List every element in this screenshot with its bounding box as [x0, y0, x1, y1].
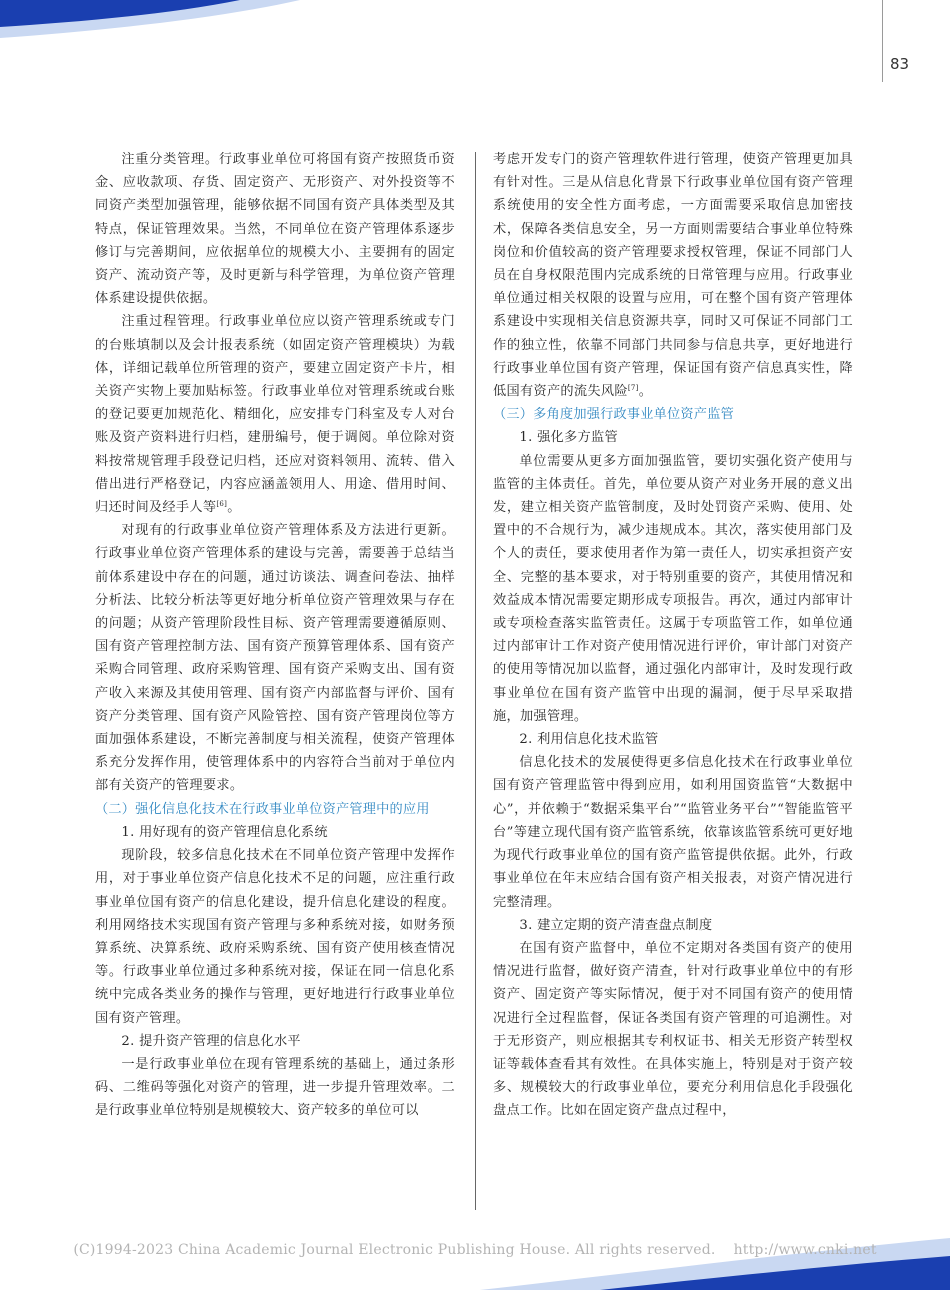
paragraph-tail: 。 [227, 500, 241, 516]
paragraph [95, 148, 455, 310]
left-column [95, 148, 455, 1123]
subsection-heading: 1. 强化多方监管 [519, 430, 618, 446]
header-decoration [0, 0, 950, 60]
page-number: 83 [890, 55, 910, 73]
paragraph [95, 519, 455, 797]
paragraph [95, 310, 455, 519]
section-heading: （二）强化信息化技术在行政事业单位资产管理中的应用 [95, 801, 430, 817]
paragraph-text: 对现有的行政事业单位资产管理体系及方法进行更新。行政事业单位资产管理体系的建设与完善，需要善于总结当前体系建设中存在的问题，通过访谈法、调查问卷法、抽样分析法、比较分析法等更好地分析单位资产管理效果与存在的问题；从资产管理阶段性目标、资产管理需要遵循原则、国有资产管理控制方法、国有资产预算管理体系、国有资产采购合同管理、政府采购管理、国有资产采购支出、国有资产收入来源及其使用管理、国有资产内部监督与评价、国有资产分类管理、国有资产风险管控、国有资产管理岗位等方面加强体系建设，不断完善制度与相关流程，使资产管理体系充分发挥作用，使管理体系中的内容符合当前对于单位内部有关资产的管理要求。 [95, 523, 455, 794]
paragraph-text: 单位需要从更多方面加强监管，要切实强化资产使用与监管的主体责任。首先，单位要从资产对业务开展的意义出发，建立相关资产监管制度，及时处罚资产采购、使用、处置中的不合规行为，减少违规成本。其次，落实使用部门及个人的责任，要求使用者作为第一责任人，切实承担资产安全、完整的基本要求，对于特别重要的资产，其使用情况和效益成本情况需要定期形成专项报告。再次，通过内部审计或专项检查落实监管责任。这属于专项监管工作，如单位通过内部审计工作对资产使用情况进行评价，审计部门对资产的使用等情况加以监督，通过强化内部审计，及时发现行政事业单位在国有资产监管中出现的漏洞，便于尽早采取措施，加强管理。 [493, 453, 853, 724]
paragraph [493, 148, 853, 403]
subsection-heading: 1. 用好现有的资产管理信息化系统 [121, 824, 328, 840]
paragraph [95, 1053, 455, 1123]
column-divider [475, 152, 476, 1210]
paragraph [95, 844, 455, 1030]
paragraph-text: 在国有资产监督中，单位不定期对各类国有资产的使用情况进行监督，做好资产清查，针对行政事业单位中的有形资产、固定资产等实际情况，便于对不同国有资产的使用情况进行全过程监督，保证各类国有资产管理的可追溯性。对于无形资产，则应根据其专利权证书、相关无形资产转型权证等载体查看其有效性。在具体实施上，特别是对于资产较多、规模较大的行政事业单位，要充分利用信息化手段强化盘点工作。比如在固定资产盘点过程中， [493, 940, 853, 1119]
paragraph-text: 现阶段，较多信息化技术在不同单位资产管理中发挥作用，对于事业单位资产信息化技术不足的问题，应注重行政事业单位国有资产的信息化建设，提升信息化建设的程度。利用网络技术实现国有资产管理与多种系统对接，如财务预算系统、决算系统、政府采购系统、国有资产使用核查情况等。行政事业单位通过多种系统对接，保证在同一信息化系统中完成各类业务的操作与管理，更好地进行行政事业单位国有资产管理。 [95, 848, 455, 1026]
section-heading: （三）多角度加强行政事业单位资产监管 [493, 407, 734, 423]
footer-url[interactable]: http://www.cnki.net [733, 1242, 877, 1258]
right-column [493, 148, 853, 1123]
header-rule [882, 0, 883, 82]
paragraph-text: 考虑开发专门的资产管理软件进行管理，使资产管理更加具有针对性。三是从信息化背景下行政事业单位国有资产管理系统使用的安全性方面考虑，一方面需要采取信息加密技术，保障各类信息安全，另一方面则需要结合事业单位特殊岗位和价值较高的资产管理要求授权管理，保证不同部门人员在自身权限范围内完成系统的日常管理与应用。行政事业单位通过相关权限的设置与应用，可在整个国有资产管理体系建设中实现相关信息资源共享，同时又可保证不同部门工作的独立性，依靠不同部门共同参与信息共享，更好地进行行政事业单位国有资产管理，保证国有资产信息真实性，降低国有资产的流失风险 [493, 152, 853, 400]
paragraph-text: 信息化技术的发展使得更多信息化技术在行政事业单位国有资产管理监管中得到应用，如利用国资监管“大数据中心”，并依赖于“数据采集平台”“监管业务平台”“智能监管平台”等建立现代国有资产监管系统，依靠该监管系统可更好地为现代行政事业单位的国有资产监管提供依据。此外，行政事业单位在年末应结合国有资产相关报表，对资产情况进行完整清理。 [493, 755, 853, 910]
copyright-footer [0, 1242, 950, 1258]
copyright-text: (C)1994-2023 China Academic Journal Electronic Publishing House. All rights reserved. [73, 1242, 716, 1258]
paragraph [493, 751, 853, 913]
paragraph-text: 一是行政事业单位在现有管理系统的基础上，通过条形码、二维码等强化对资产的管理，进一步提升管理效率。二是行政事业单位特别是规模较大、资产较多的单位可以 [95, 1056, 455, 1119]
paragraph-text: 注重分类管理。行政事业单位可将国有资产按照货币资金、应收款项、存货、固定资产、无形资产、对外投资等不同资产类型加强管理，能够依据不同国有资产具体类型及其特点，保证管理效果。当然，不同单位在资产管理体系逐步修订与完善期间，应依据单位的规模大小、主要拥有的固定资产、流动资产等，及时更新与科学管理，为单位资产管理体系建设提供依据。 [95, 152, 455, 307]
citation-ref: [7] [627, 384, 639, 393]
subsection-heading: 2. 利用信息化技术监管 [519, 732, 659, 748]
subsection-heading: 2. 提升资产管理的信息化水平 [121, 1033, 301, 1049]
header-swoosh [0, 0, 950, 60]
paragraph-text: 注重过程管理。行政事业单位应以资产管理系统或专门的台账填制以及会计报表系统（如固定资产管理模块）为载体，详细记载单位所管理的资产，要建立固定资产卡片，相关资产实物上要加贴标签。行政事业单位对管理系统或台账的登记要更加规范化、精细化，应安排专门科室及专人对台账及资产资料进行归档，建册编号，便于调阅。单位除对资料按常规管理手段登记归档，还应对资料领用、流转、借入借出进行严格登记，内容应涵盖领用人、用途、借用时间、归还时间及经手人等 [95, 314, 455, 516]
paragraph [493, 450, 853, 728]
paragraph [493, 937, 853, 1123]
subsection-heading: 3. 建立定期的资产清查盘点制度 [519, 917, 713, 933]
citation-ref: [6] [216, 500, 228, 509]
footer-swoosh [0, 1230, 950, 1290]
footer-decoration [0, 1230, 950, 1290]
paragraph-tail: 。 [638, 384, 653, 400]
